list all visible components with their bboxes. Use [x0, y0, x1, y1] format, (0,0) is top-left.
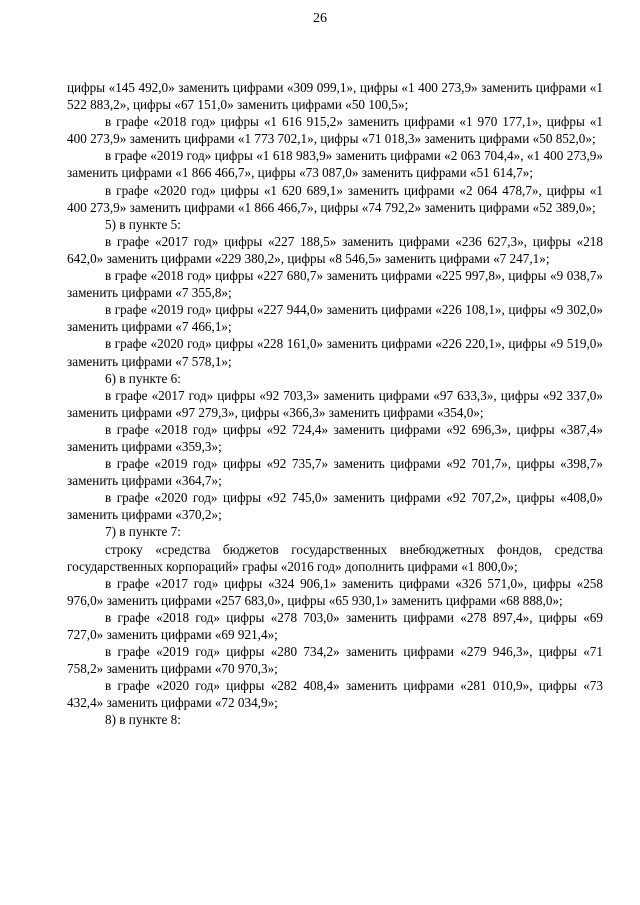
page-number: 26 — [313, 11, 327, 26]
paragraph: в графе «2020 год» цифры «92 745,0» заменить цифрами «92 707,2», цифры «408,0» заменить цифрами «370,2»; — [67, 490, 603, 523]
paragraph: в графе «2018 год» цифры «92 724,4» заменить цифрами «92 696,3», цифры «387,4» заменить цифрами «359,3»; — [67, 421, 603, 454]
paragraph: строку «средства бюджетов государственных внебюджетных фондов, средства государственных корпораций» графы «2016 год» дополнить цифрами «1 800,0»; — [67, 541, 603, 574]
paragraph: в графе «2020 год» цифры «282 408,4» заменить цифрами «281 010,9», цифры «73 432,4» заменить цифрами «72 034,9»; — [67, 678, 603, 711]
paragraph: в графе «2019 год» цифры «92 735,7» заменить цифрами «92 701,7», цифры «398,7» заменить цифрами «364,7»; — [67, 456, 603, 489]
paragraph: в графе «2020 год» цифры «228 161,0» заменить цифрами «226 220,1», цифры «9 519,0» заменить цифрами «7 578,1»; — [67, 336, 603, 369]
paragraph: в графе «2017 год» цифры «324 906,1» заменить цифрами «326 571,0», цифры «258 976,0» заменить цифрами «257 683,0», цифры «65 930,1» заменить цифрами «68 888,0»; — [67, 575, 603, 608]
paragraph: в графе «2018 год» цифры «1 616 915,2» заменить цифрами «1 970 177,1», цифры «1 400 273,9» заменить цифрами «1 773 702,1», цифры «71 018,3» заменить цифрами «50 852,0»; — [67, 114, 603, 147]
paragraph: 6) в пункте 6: — [105, 370, 181, 386]
paragraph: 7) в пункте 7: — [105, 524, 181, 540]
paragraph: в графе «2019 год» цифры «1 618 983,9» заменить цифрами «2 063 704,4», «1 400 273,9» заменить цифрами «1 866 466,7», цифры «73 087,0» заменить цифрами «51 614,7»; — [67, 148, 603, 181]
paragraph: 8) в пункте 8: — [105, 712, 181, 728]
document-body — [67, 79, 603, 729]
paragraph: в графе «2017 год» цифры «92 703,3» заменить цифрами «97 633,3», цифры «92 337,0» заменить цифрами «97 279,3», цифры «366,3» заменить цифрами «354,0»; — [67, 387, 603, 420]
paragraph: в графе «2018 год» цифры «278 703,0» заменить цифрами «278 897,4», цифры «69 727,0» заменить цифрами «69 921,4»; — [67, 609, 603, 642]
paragraph: в графе «2019 год» цифры «280 734,2» заменить цифрами «279 946,3», цифры «71 758,2» заменить цифрами «70 970,3»; — [67, 644, 603, 677]
paragraph: в графе «2018 год» цифры «227 680,7» заменить цифрами «225 997,8», цифры «9 038,7» заменить цифрами «7 355,8»; — [67, 268, 603, 301]
paragraph: в графе «2017 год» цифры «227 188,5» заменить цифрами «236 627,3», цифры «218 642,0» заменить цифрами «229 380,2», цифры «8 546,5» заменить цифрами «7 247,1»; — [67, 233, 603, 266]
paragraph: в графе «2020 год» цифры «1 620 689,1» заменить цифрами «2 064 478,7», цифры «1 400 273,9» заменить цифрами «1 866 466,7», цифры «74 792,2» заменить цифрами «52 389,0»; — [67, 182, 603, 215]
paragraph: 5) в пункте 5: — [105, 216, 181, 232]
paragraph: цифры «145 492,0» заменить цифрами «309 099,1», цифры «1 400 273,9» заменить цифрами «1 522 883,2», цифры «67 151,0» заменить цифрами «50 100,5»; — [67, 80, 603, 113]
paragraph: в графе «2019 год» цифры «227 944,0» заменить цифрами «226 108,1», цифры «9 302,0» заменить цифрами «7 466,1»; — [67, 302, 603, 335]
